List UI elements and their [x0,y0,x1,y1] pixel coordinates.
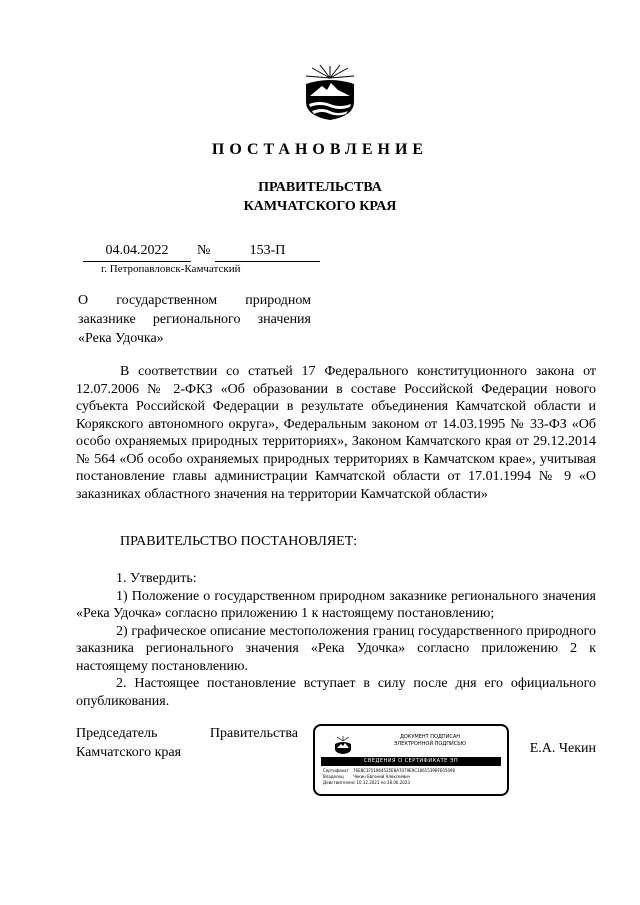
signatory-position [76,724,298,762]
cert-value: 76E8C1F51964525E8A7079E9C1861539BFE05090 [353,768,456,773]
preamble-paragraph: В соответствии со статьей 17 Федерального конституционного закона от 12.07.2006 № 2-ФКЗ «Об образовании в составе Российской Федерации нового субъекта Российской Федерации в результате объединения Камчатской области и Корякского автономного округа», Федеральным законом от 14.03.1995 № 33-ФЗ «Об особо охраняемых природных территориях», Законом Камчатского края от 29.12.2014 № 564 «Об особо охраняемых природных территориях в Камчатском крае», учитывая постановление главы администрации Камчатской области от 17.01.1994 № 9 «О заказниках областного значения на территории Камчатской области» [76,364,596,502]
kamchatka-emblem-icon [300,62,360,122]
item-1: 1. Утвердить: [116,571,197,586]
position-word-2: Правительства [209,726,298,741]
e-signature-stamp [313,724,509,796]
stamp-heading [361,734,499,748]
stamp-cert-details [323,768,501,786]
issuer-name [0,178,640,216]
owner-label: Владелец [323,774,344,779]
position-line-2: Камчатского края [76,745,182,760]
position-word-1: Председатель [76,726,158,741]
stamp-valid-row [323,780,501,786]
resolution-items [76,570,596,710]
number-sign: № [197,243,211,258]
item-2: 2. Настоящее постановление вступает в силу после дня его официального опубликования. [76,676,596,709]
signatory-name: Е.А. Чекин [529,741,596,756]
cert-label: Сертификат [323,768,349,773]
document-title: ПОСТАНОВЛЕНИЕ [211,141,429,158]
document-number: 153-П [215,242,320,262]
stamp-cert-bar: СВЕДЕНИЯ О СЕРТИФИКАТЕ ЭП [321,757,501,766]
valid-label: Действителен [323,780,354,785]
document-date: 04.04.2022 [83,242,191,262]
stamp-line-1: ДОКУМЕНТ ПОДПИСАН [399,734,461,740]
issuer-line-2: КАМЧАТСКОГО КРАЯ [243,199,397,214]
owner-value: Чекин Евгений Алексеевич [353,774,411,779]
document-subject: О государственном природном заказнике регионального значения «Река Удочка» [78,293,311,346]
stamp-emblem-icon [333,736,353,754]
stamp-line-2: ЭЛЕКТРОННОЙ ПОДПИСЬЮ [393,741,467,747]
decree-heading: ПРАВИТЕЛЬСТВО ПОСТАНОВЛЯЕТ: [120,534,358,549]
valid-value: с 10.12.2021 по 28.06.2023 [353,780,410,785]
item-1-2: 2) графическое описание местоположения границ государственного природного заказника регионального значения «Река Удочка» согласно приложению 2 к настоящему постановлению. [76,623,596,674]
issuer-line-1: ПРАВИТЕЛЬСТВА [258,180,382,195]
city-label: г. Петропавловск-Камчатский [101,263,241,275]
item-1-1: 1) Положение о государственном природном заказнике регионального значения «Река Удочка» согласно приложению 1 к настоящему постановлению; [76,588,596,621]
